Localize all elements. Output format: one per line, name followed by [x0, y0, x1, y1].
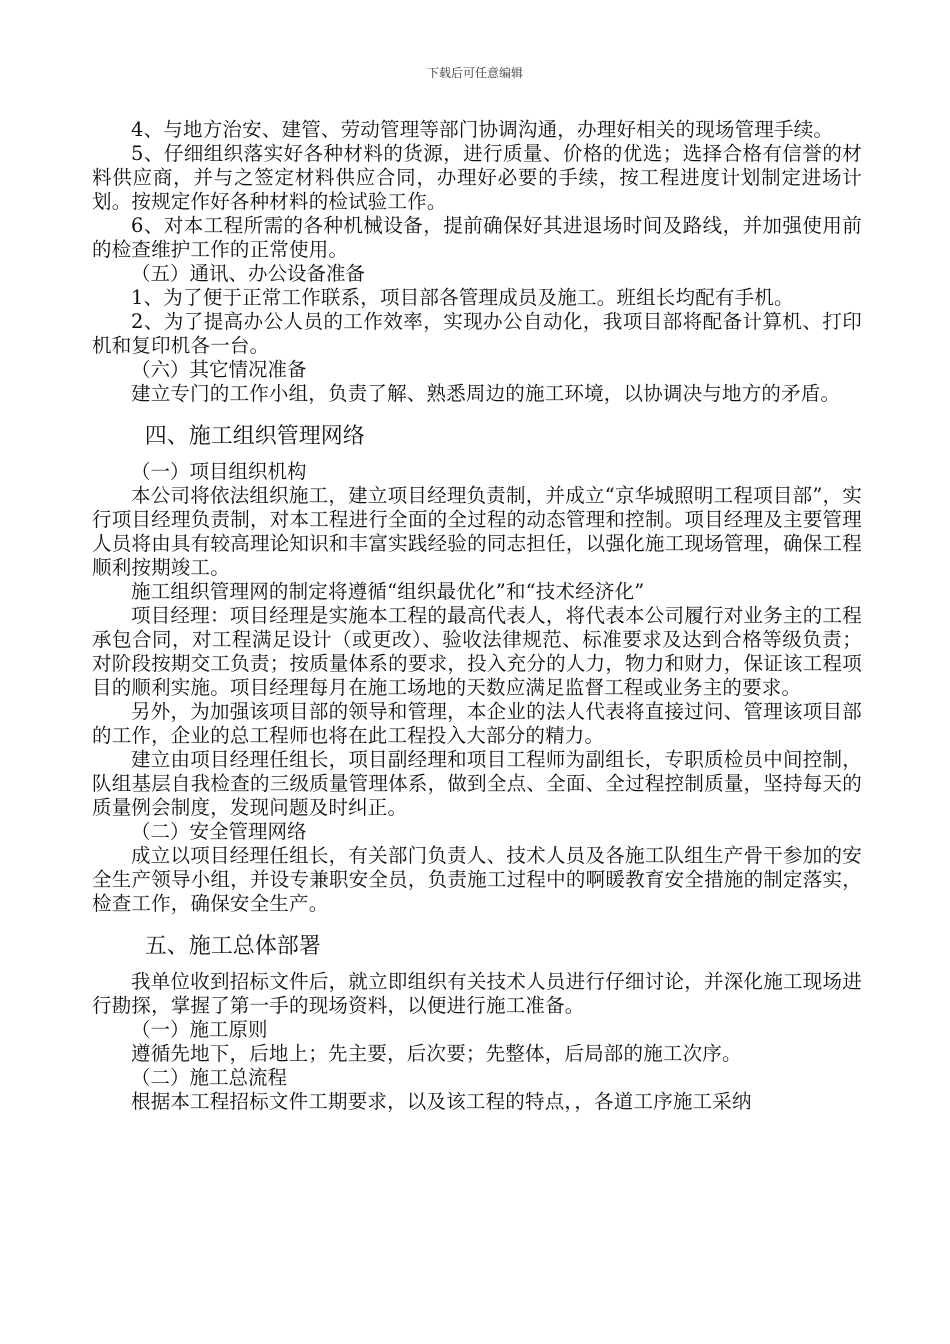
subheading: （一）施工原则	[131, 1018, 268, 1041]
paragraph: 1、为了便于正常工作联系，项目部各管理成员及施工。班组长均配有手机。	[131, 286, 794, 309]
subheading: （五）通讯、办公设备准备	[131, 262, 366, 285]
document-body	[92, 118, 862, 1114]
page-header: 下载后可任意编辑	[426, 66, 523, 80]
subheading: （二）施工总流程	[131, 1066, 288, 1089]
section-heading: 四、施工组织管理网络	[144, 424, 365, 449]
subheading: （六）其它情况准备	[131, 358, 307, 381]
paragraph: 5、仔细组织落实好各种材料的货源，进行质量、价格的优选；选择合格有信誉的材料供应商，并与之签定材料供应合同，办理好必要的手续，按工程进度计划制定进场计划。按规定作好各种材料的检试验工作。	[92, 142, 862, 213]
paragraph: 施工组织管理网的制定将遵循“组织最优化”和“技术经济化”	[131, 580, 645, 603]
paragraph: 建立由项目经理任组长，项目副经理和项目工程师为副组长，专职质检员中间控制，队组基层自我检查的三级质量管理体系，做到全点、全面、全过程控制质量，坚持每天的质量例会制度，发现问题及时纠正。	[92, 748, 862, 819]
paragraph: 另外，为加强该项目部的领导和管理，本企业的法人代表将直接过问、管理该项目部的工作，企业的总工程师也将在此工程投入大部分的精力。	[92, 700, 862, 747]
paragraph: 我单位收到招标文件后，就立即组织有关技术人员进行仔细讨论，并深化施工现场进行勘探，掌握了第一手的现场资料，以便进行施工准备。	[92, 970, 862, 1017]
section-heading: 五、施工总体部署	[144, 934, 321, 959]
paragraph: 6、对本工程所需的各种机械设备，提前确保好其进退场时间及路线，并加强使用前的检查维护工作的正常使用。	[92, 214, 862, 261]
paragraph: 建立专门的工作小组，负责了解、熟悉周边的施工环境，以协调决与地方的矛盾。	[131, 382, 841, 405]
subheading: （一）项目组织机构	[131, 460, 307, 483]
subheading: （二）安全管理网络	[131, 820, 307, 843]
paragraph: 本公司将依法组织施工，建立项目经理负责制，并成立“京华城照明工程项目部”，实行项目经理负责制，对本工程进行全面的全过程的动态管理和控制。项目经理及主要管理人员将由具有较高理论知识和丰富实践经验的同志担任，以强化施工现场管理，确保工程顺利按期竣工。	[92, 484, 862, 579]
paragraph: 2、为了提高办公人员的工作效率，实现办公自动化，我项目部将配备计算机、打印机和复印机各一台。	[92, 310, 862, 357]
paragraph: 遵循先地下，后地上；先主要，后次要；先整体，后局部的施工次序。	[131, 1042, 742, 1065]
paragraph: 成立以项目经理任组长，有关部门负责人、技术人员及各施工队组生产骨干参加的安全生产领导小组，并设专兼职安全员，负责施工过程中的啊暖教育安全措施的制定落实，检查工作，确保安全生产。	[92, 844, 862, 915]
paragraph: 4、与地方治安、建管、劳动管理等部门协调沟通，办理好相关的现场管理手续。	[131, 118, 834, 141]
paragraph: 根据本工程招标文件工期要求，以及该工程的特点，，各道工序施工采纳	[131, 1090, 752, 1113]
paragraph: 项目经理：项目经理是实施本工程的最高代表人，将代表本公司履行对业务主的工程承包合同，对工程满足设计（或更改）、验收法律规范、标准要求及达到合格等级负责；对阶段按期交工负责；按质量体系的要求，投入充分的人力，物力和财力，保证该工程项目的顺利实施。项目经理每月在施工场地的天数应满足监督工程或业务主的要求。	[92, 604, 862, 699]
